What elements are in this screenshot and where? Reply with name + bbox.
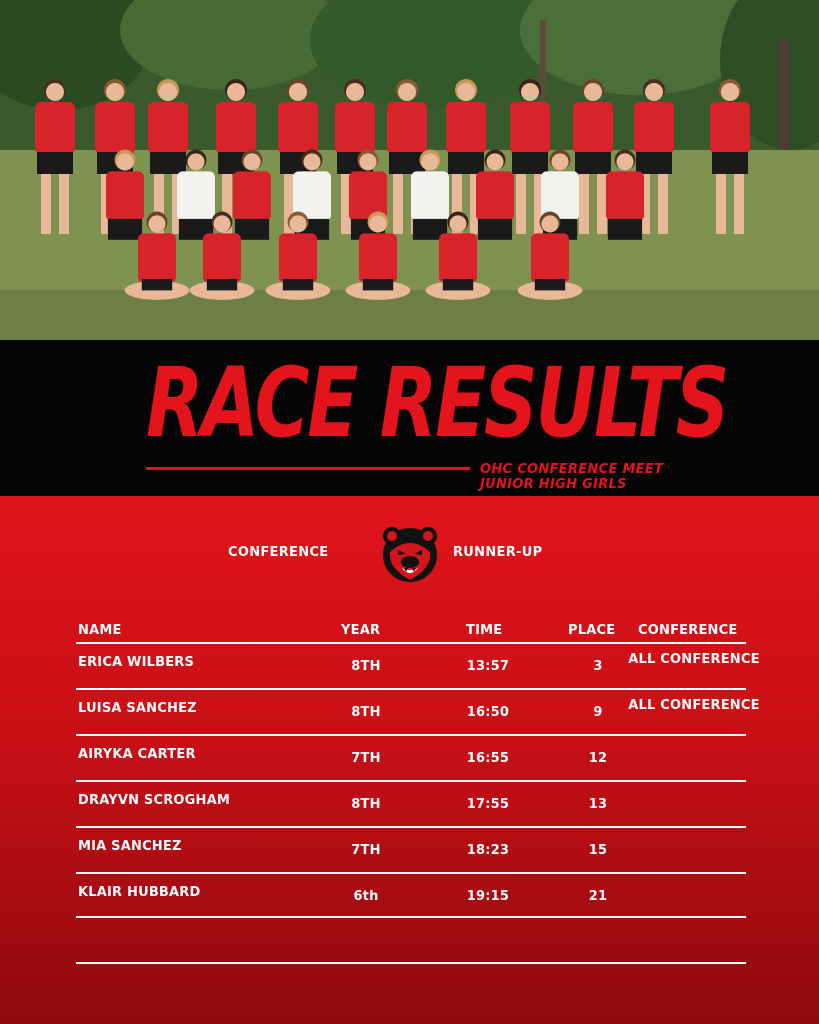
- runner-time: 16:55: [466, 751, 510, 766]
- runner-name: ERICA WILBERS: [78, 655, 195, 670]
- title-band: [0, 340, 819, 496]
- column-header-name: NAME: [78, 623, 122, 638]
- runner-name: DRAYVN SCROGHAM: [78, 793, 231, 808]
- runner-year: 8TH: [351, 797, 381, 812]
- team-photo: [0, 0, 819, 340]
- bear-head-icon: [380, 524, 440, 584]
- page-title: RACE RESULTS: [146, 347, 728, 459]
- row-divider: [76, 916, 746, 918]
- runner-time: 13:57: [466, 659, 510, 674]
- runner-place: 12: [588, 751, 608, 766]
- table-row: [0, 643, 819, 689]
- runner-time: 18:23: [466, 843, 510, 858]
- table-row: [0, 781, 819, 827]
- runner-year: 7TH: [351, 751, 381, 766]
- runner-name: MIA SANCHEZ: [78, 839, 182, 854]
- runner-name: AIRYKA CARTER: [78, 747, 196, 762]
- runner-year: 8TH: [351, 705, 381, 720]
- runner-conference-honor: ALL CONFERENCE: [628, 652, 760, 667]
- runner-time: 19:15: [466, 889, 510, 904]
- runner-year: 6th: [353, 889, 379, 904]
- runner-place: 9: [593, 705, 603, 720]
- runner-place: 3: [593, 659, 603, 674]
- runner-year: 8TH: [351, 659, 381, 674]
- conference-label: CONFERENCE: [228, 545, 329, 560]
- column-header-time: TIME: [466, 623, 503, 638]
- column-header-place: PLACE: [568, 623, 616, 638]
- table-row: [0, 735, 819, 781]
- table-bottom-divider: [76, 962, 746, 964]
- team-photo-illustration: [0, 0, 819, 340]
- runner-up-label: RUNNER-UP: [453, 545, 543, 560]
- runner-place: 21: [588, 889, 608, 904]
- meet-name: OHC CONFERENCE MEET: [480, 462, 664, 477]
- runner-time: 16:50: [466, 705, 510, 720]
- column-header-conference: CONFERENCE: [638, 623, 738, 638]
- meet-subtitle: [480, 462, 663, 492]
- table-row: [0, 689, 819, 735]
- runner-year: 7TH: [351, 843, 381, 858]
- table-row: [0, 873, 819, 919]
- title-underline: [146, 467, 470, 470]
- runner-conference-honor: ALL CONFERENCE: [628, 698, 760, 713]
- runner-place: 13: [588, 797, 608, 812]
- meet-division: JUNIOR HIGH GIRLS: [480, 477, 627, 492]
- runner-name: KLAIR HUBBARD: [78, 885, 201, 900]
- column-header-year: YEAR: [341, 623, 381, 638]
- results-panel: [0, 496, 819, 1024]
- runner-time: 17:55: [466, 797, 510, 812]
- runner-place: 15: [588, 843, 608, 858]
- runner-name: LUISA SANCHEZ: [78, 701, 197, 716]
- table-row: [0, 827, 819, 873]
